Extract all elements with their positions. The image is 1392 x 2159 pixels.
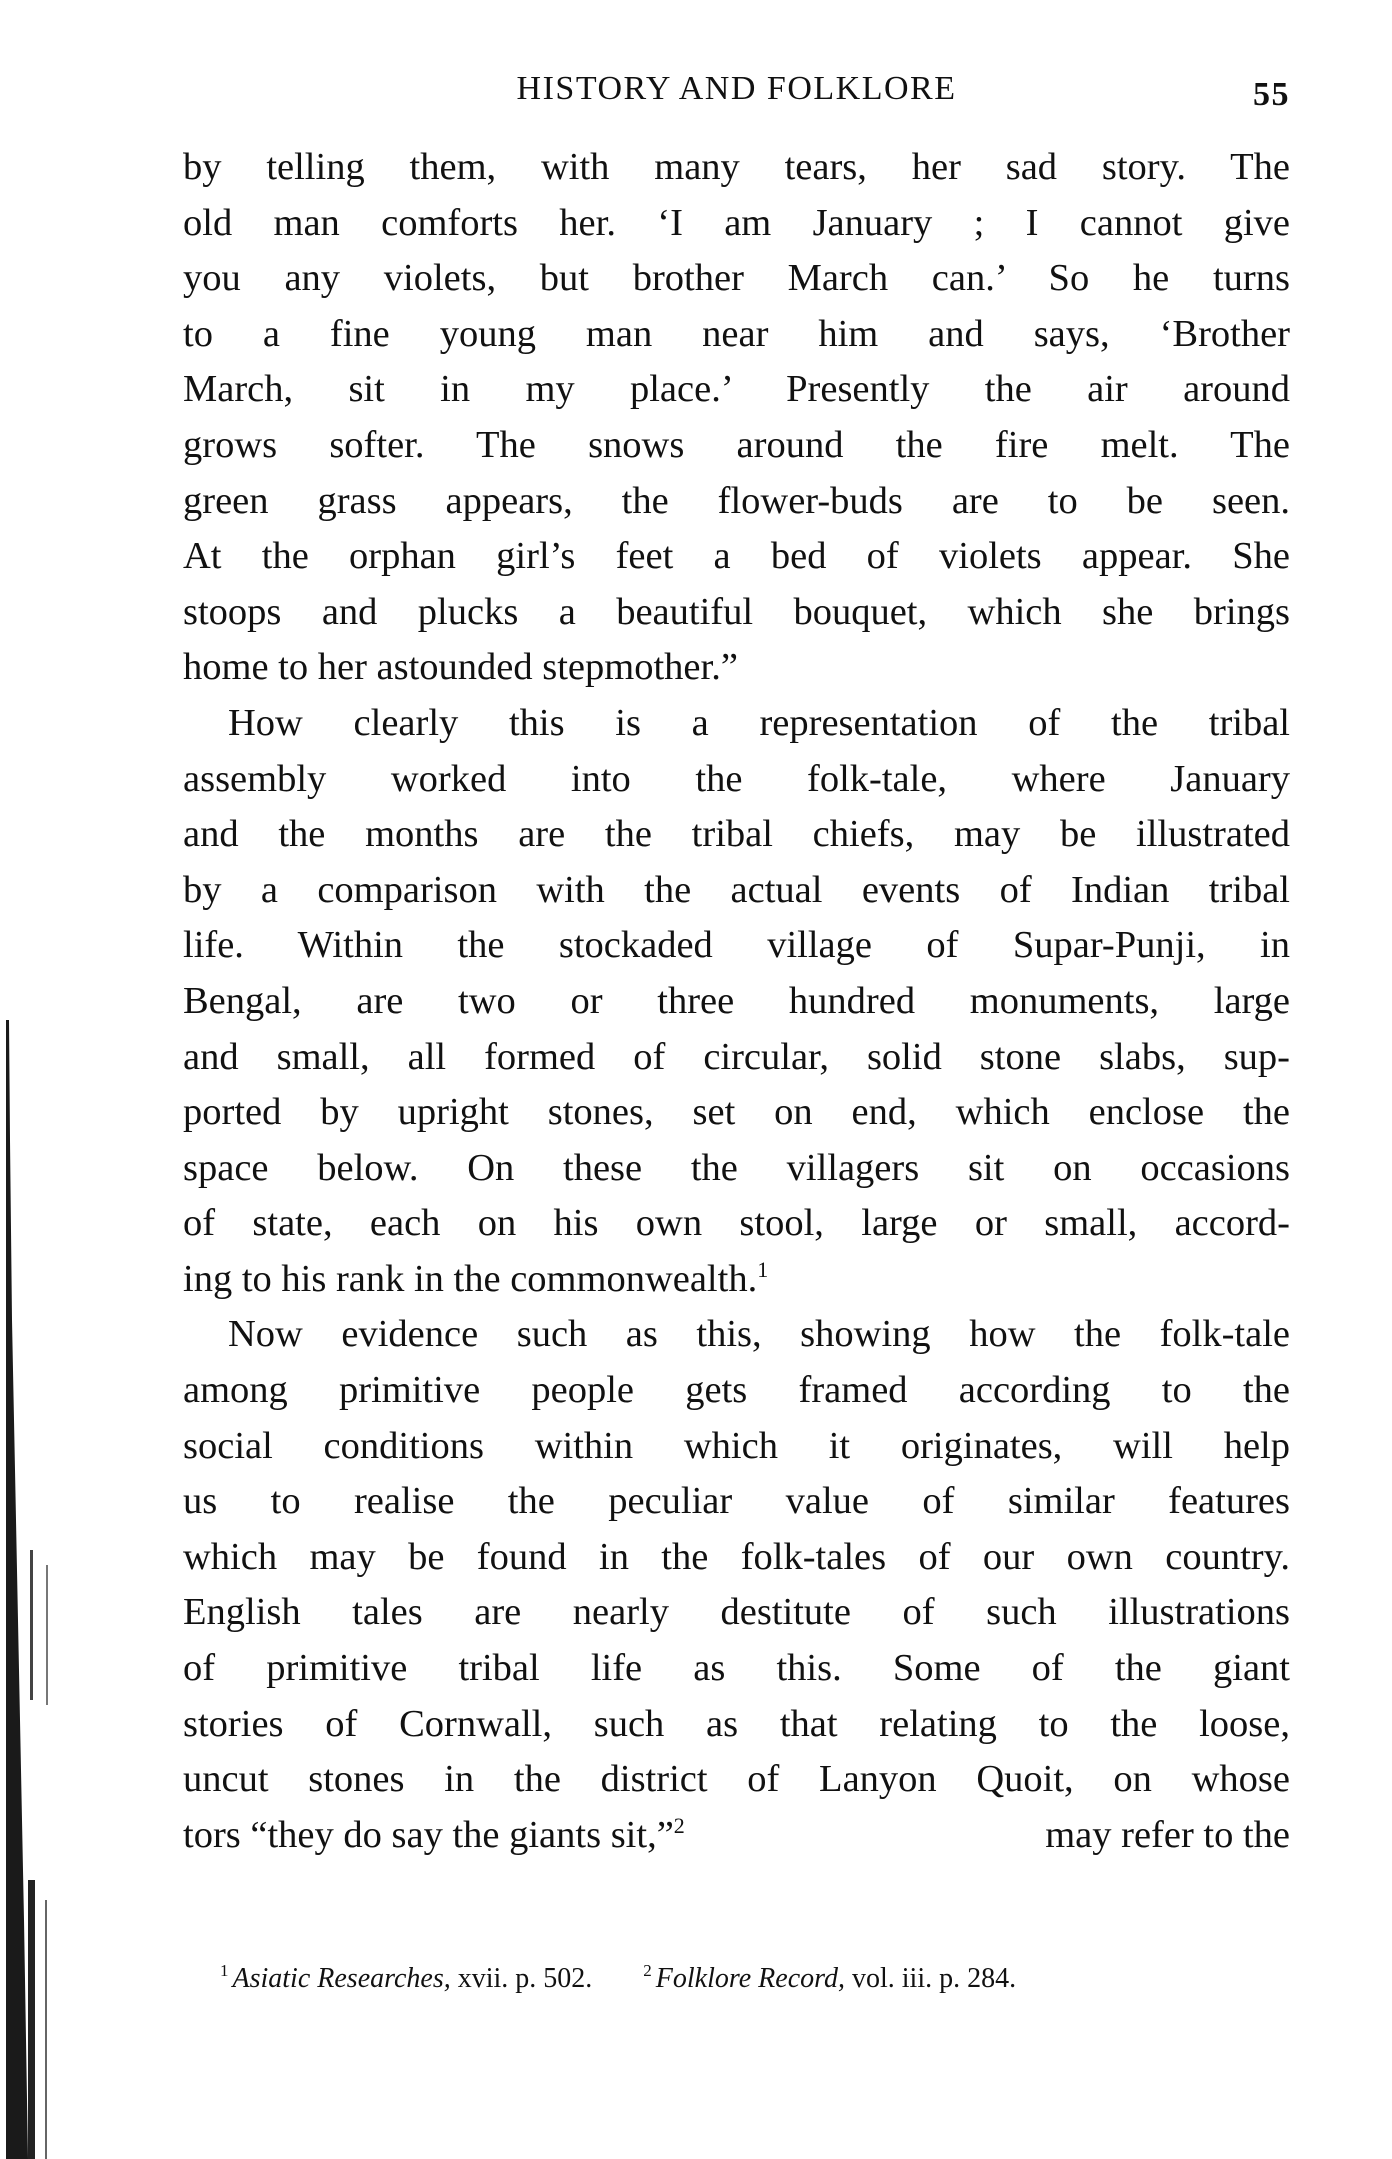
text-fragment-a: tors “they do say the giants sit,”	[183, 1813, 674, 1856]
text-line: Bengal, are two or three hundred monuments, large	[183, 979, 1290, 1022]
text-line: home to her astounded stepmother.”	[183, 646, 738, 689]
body-text	[183, 140, 1290, 1863]
text-line	[183, 1808, 1290, 1864]
text-line: by a comparison with the actual events of Indian tribal	[183, 868, 1290, 911]
paragraph-start-line: Now evidence such as this, showing how the folk-tale	[228, 1313, 1290, 1356]
text-line: of state, each on his own stool, large or small, accord-	[183, 1202, 1290, 1245]
text-line: us to realise the peculiar value of similar features	[183, 1480, 1290, 1523]
text-line	[183, 1252, 1290, 1308]
footnote-source-title: Folklore Record,	[655, 1963, 845, 1994]
text-line: green grass appears, the flower-buds are to be seen.	[183, 479, 1290, 522]
footnote-source-title: Asiatic Researches,	[232, 1963, 451, 1994]
footnote-ref-2[interactable]: 2	[673, 1812, 685, 1838]
text-line: uncut stones in the district of Lanyon Quoit, on whose	[183, 1758, 1290, 1801]
text-line: and the months are the tribal chiefs, may be illustrated	[183, 813, 1290, 856]
running-head	[183, 62, 1290, 112]
text-line: English tales are nearly destitute of such illustrations	[183, 1591, 1290, 1634]
text-line: stoops and plucks a beautiful bouquet, which she brings	[183, 590, 1290, 633]
text-line: which may be found in the folk-tales of our own country.	[183, 1535, 1290, 1578]
footnote-1	[220, 1963, 592, 1995]
footnote-mark: 2	[643, 1961, 652, 1980]
paragraph-start-line: How clearly this is a representation of the tribal	[228, 701, 1290, 744]
running-title: HISTORY AND FOLKLORE	[516, 70, 957, 107]
footnote-mark: 1	[220, 1961, 229, 1980]
footnote-ref-1[interactable]: 1	[757, 1256, 769, 1282]
text-line: old man comforts her. ‘I am January ; I cannot give	[183, 201, 1290, 244]
text-line: to a fine young man near him and says, ‘Brother	[183, 312, 1290, 355]
text-fragment: ing to his rank in the commonwealth.	[183, 1257, 758, 1300]
text-fragment-b: may refer to the	[1035, 1813, 1290, 1856]
footnote-reference: xvii. p. 502.	[450, 1963, 593, 1994]
text-line: space below. On these the villagers sit on occasions	[183, 1146, 1290, 1189]
text-line: among primitive people gets framed according to the	[183, 1369, 1290, 1412]
footnote-2	[643, 1963, 1016, 1995]
text-line: March, sit in my place.’ Presently the air around	[183, 368, 1290, 411]
text-line: assembly worked into the folk-tale, where January	[183, 757, 1290, 800]
text-line: you any violets, but brother March can.’ So he turns	[183, 257, 1290, 300]
text-line: and small, all formed of circular, solid stone slabs, sup-	[183, 1035, 1290, 1078]
text-line: stories of Cornwall, such as that relating to the loose,	[183, 1702, 1290, 1745]
text-line: by telling them, with many tears, her sad story. The	[183, 146, 1290, 188]
text-fragment	[183, 1808, 685, 1864]
footnote-reference: vol. iii. p. 284.	[845, 1963, 1017, 1994]
text-line: At the orphan girl’s feet a bed of violets appear. She	[183, 535, 1290, 578]
page-number: 55	[1253, 76, 1290, 113]
binding-shadow	[0, 1020, 60, 2159]
footnotes	[220, 1963, 1280, 1995]
text-line: life. Within the stockaded village of Supar-Punji, in	[183, 924, 1290, 967]
text-line: social conditions within which it originates, will help	[183, 1424, 1290, 1467]
text-line: of primitive tribal life as this. Some of the giant	[183, 1647, 1290, 1690]
text-line: grows softer. The snows around the fire melt. The	[183, 423, 1290, 466]
text-line: ported by upright stones, set on end, which enclose the	[183, 1091, 1290, 1134]
